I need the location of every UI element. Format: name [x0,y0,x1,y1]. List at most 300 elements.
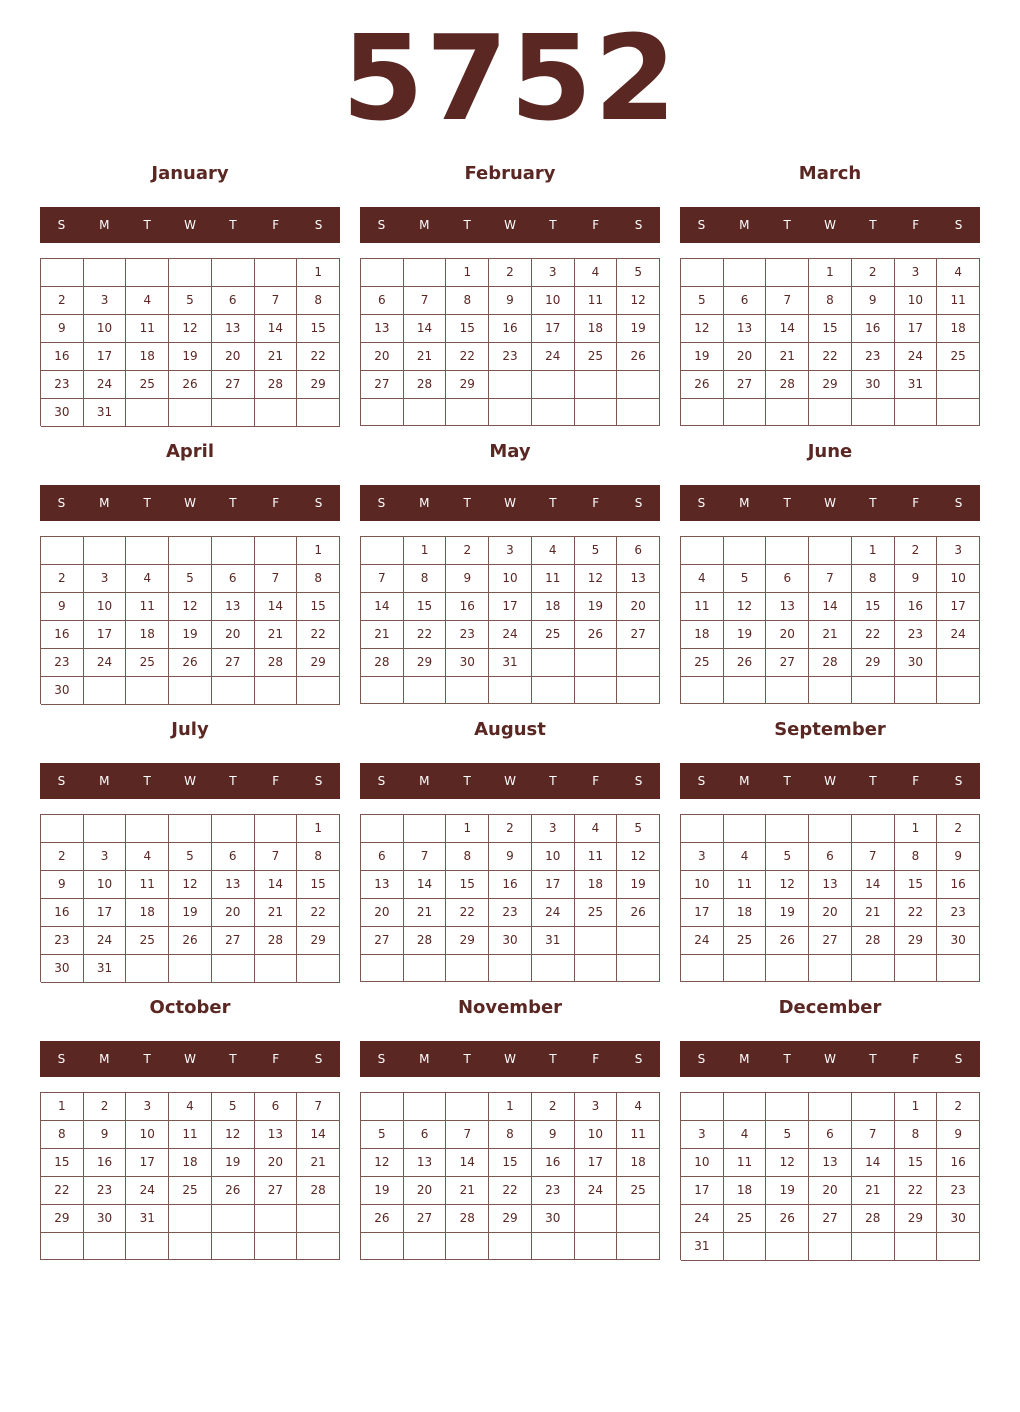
day-cell: 19 [212,1149,255,1177]
day-cell: 10 [895,287,938,315]
day-cell: 5 [169,843,212,871]
day-cell: 18 [724,899,767,927]
empty-day-cell [169,1205,212,1233]
empty-day-cell [404,1233,447,1260]
day-cell: 13 [766,593,809,621]
empty-day-cell [126,537,169,565]
day-cell: 11 [126,315,169,343]
day-cell: 16 [84,1149,127,1177]
empty-day-cell [489,371,532,399]
empty-day-cell [766,815,809,843]
empty-day-cell [297,677,340,705]
day-cell: 3 [937,537,980,565]
day-grid [680,814,980,982]
weekday-label: M [419,218,430,232]
day-cell: 13 [361,315,404,343]
day-cell: 23 [937,1177,980,1205]
weekday-label: T [463,218,471,232]
day-cell: 1 [297,537,340,565]
day-cell: 3 [489,537,532,565]
empty-day-cell [212,1205,255,1233]
day-cell: 16 [489,871,532,899]
empty-day-cell [937,399,980,426]
empty-day-cell [404,1093,447,1121]
day-cell: 22 [446,343,489,371]
day-cell: 11 [575,843,618,871]
day-cell: 22 [895,899,938,927]
weekday-label: M [419,496,430,510]
day-cell: 15 [852,593,895,621]
empty-day-cell [532,649,575,677]
weekday-label: T [783,774,791,788]
day-cell: 27 [404,1205,447,1233]
day-cell: 2 [41,565,84,593]
empty-day-cell [617,1233,660,1260]
day-cell: 20 [212,343,255,371]
day-cell: 14 [404,315,447,343]
day-cell: 16 [41,899,84,927]
day-cell: 8 [41,1121,84,1149]
weekday-label: W [504,496,516,510]
day-cell: 18 [126,621,169,649]
day-cell: 10 [937,565,980,593]
weekday-label: W [504,774,516,788]
day-cell: 2 [852,259,895,287]
weekday-header [40,763,340,799]
empty-day-cell [617,399,660,426]
empty-day-cell [255,259,298,287]
day-cell: 20 [766,621,809,649]
day-cell: 23 [937,899,980,927]
day-cell: 8 [297,565,340,593]
month-name: October [149,997,231,1018]
weekday-label: T [229,1052,237,1066]
day-cell: 20 [255,1149,298,1177]
day-cell: 24 [937,621,980,649]
day-cell: 5 [617,815,660,843]
weekday-label: S [954,218,963,232]
weekday-label: S [377,774,386,788]
weekday-label: F [592,496,600,510]
day-cell: 27 [766,649,809,677]
day-cell: 8 [446,843,489,871]
day-cell: 23 [852,343,895,371]
month-name: December [778,997,882,1018]
day-cell: 24 [84,927,127,955]
empty-day-cell [212,955,255,983]
weekday-label: S [57,496,66,510]
day-cell: 21 [766,343,809,371]
day-cell: 13 [361,871,404,899]
day-cell: 12 [169,315,212,343]
empty-day-cell [126,1233,169,1260]
day-cell: 30 [84,1205,127,1233]
weekday-label: W [824,218,836,232]
empty-day-cell [361,399,404,426]
month-name: February [464,163,556,184]
weekday-header [680,763,980,799]
day-cell: 29 [852,649,895,677]
empty-day-cell [681,1093,724,1121]
empty-day-cell [532,371,575,399]
weekday-header [360,485,660,521]
day-cell: 25 [937,343,980,371]
day-cell: 13 [724,315,767,343]
empty-day-cell [84,815,127,843]
empty-day-cell [809,955,852,982]
day-cell: 23 [532,1177,575,1205]
empty-day-cell [361,677,404,704]
day-cell: 26 [681,371,724,399]
weekday-header [680,1041,980,1077]
day-cell: 18 [724,1177,767,1205]
day-cell: 5 [361,1121,404,1149]
day-cell: 19 [169,899,212,927]
weekday-label: W [824,496,836,510]
day-cell: 10 [681,871,724,899]
day-cell: 9 [852,287,895,315]
day-grid [360,814,660,982]
empty-day-cell [617,371,660,399]
day-cell: 30 [41,399,84,427]
day-cell: 22 [297,899,340,927]
empty-day-cell [852,1093,895,1121]
day-cell: 11 [937,287,980,315]
month-name: July [171,719,209,740]
day-cell: 3 [84,843,127,871]
day-cell: 5 [766,843,809,871]
day-cell: 23 [41,371,84,399]
day-cell: 12 [766,1149,809,1177]
month-name: June [807,441,853,462]
day-cell: 1 [489,1093,532,1121]
weekday-label: W [184,218,196,232]
empty-day-cell [297,955,340,983]
day-cell: 13 [255,1121,298,1149]
day-cell: 15 [404,593,447,621]
day-cell: 19 [766,899,809,927]
day-cell: 20 [361,343,404,371]
empty-day-cell [255,1233,298,1260]
empty-day-cell [446,955,489,982]
day-cell: 1 [404,537,447,565]
day-cell: 25 [724,1205,767,1233]
day-cell: 6 [212,287,255,315]
day-cell: 4 [532,537,575,565]
empty-day-cell [937,649,980,677]
empty-day-cell [724,399,767,426]
day-cell: 8 [895,1121,938,1149]
day-cell: 24 [895,343,938,371]
day-cell: 17 [937,593,980,621]
empty-day-cell [681,399,724,426]
empty-day-cell [852,399,895,426]
day-cell: 10 [575,1121,618,1149]
day-cell: 8 [852,565,895,593]
weekday-label: T [463,496,471,510]
empty-day-cell [255,399,298,427]
day-cell: 14 [809,593,852,621]
day-cell: 28 [766,371,809,399]
day-grid [680,1092,980,1260]
empty-day-cell [575,1233,618,1260]
empty-day-cell [404,259,447,287]
day-cell: 23 [489,899,532,927]
empty-day-cell [532,1233,575,1260]
weekday-label: T [869,496,877,510]
day-cell: 6 [809,843,852,871]
day-cell: 2 [84,1093,127,1121]
day-cell: 3 [126,1093,169,1121]
day-cell: 11 [724,1149,767,1177]
day-cell: 15 [446,315,489,343]
day-cell: 26 [724,649,767,677]
empty-day-cell [575,371,618,399]
day-cell: 2 [489,259,532,287]
day-cell: 8 [895,843,938,871]
empty-day-cell [169,677,212,705]
day-cell: 8 [404,565,447,593]
day-cell: 1 [41,1093,84,1121]
empty-day-cell [852,815,895,843]
weekday-label: M [419,1052,430,1066]
empty-day-cell [212,259,255,287]
day-cell: 5 [575,537,618,565]
empty-day-cell [212,677,255,705]
day-cell: 27 [617,621,660,649]
day-cell: 23 [489,343,532,371]
day-cell: 5 [169,565,212,593]
day-cell: 26 [766,1205,809,1233]
day-cell: 7 [361,565,404,593]
empty-day-cell [84,677,127,705]
day-cell: 27 [361,927,404,955]
day-cell: 26 [361,1205,404,1233]
day-cell: 16 [41,343,84,371]
day-cell: 15 [41,1149,84,1177]
day-cell: 9 [489,843,532,871]
day-cell: 11 [532,565,575,593]
day-cell: 3 [84,565,127,593]
day-cell: 26 [169,927,212,955]
weekday-label: W [504,218,516,232]
day-cell: 10 [126,1121,169,1149]
empty-day-cell [255,677,298,705]
empty-day-cell [617,649,660,677]
empty-day-cell [84,259,127,287]
day-cell: 4 [575,259,618,287]
weekday-label: S [954,1052,963,1066]
day-cell: 26 [766,927,809,955]
day-cell: 11 [724,871,767,899]
day-cell: 29 [489,1205,532,1233]
day-cell: 7 [446,1121,489,1149]
day-cell: 26 [617,899,660,927]
day-cell: 4 [617,1093,660,1121]
empty-day-cell [852,677,895,704]
day-cell: 16 [446,593,489,621]
day-cell: 11 [126,871,169,899]
day-cell: 11 [681,593,724,621]
day-cell: 13 [809,1149,852,1177]
weekday-label: T [869,774,877,788]
day-cell: 31 [84,955,127,983]
empty-day-cell [766,1233,809,1261]
empty-day-cell [809,399,852,426]
day-cell: 29 [895,927,938,955]
empty-day-cell [937,955,980,982]
day-cell: 19 [766,1177,809,1205]
weekday-label: M [99,496,110,510]
day-cell: 29 [297,927,340,955]
weekday-label: S [697,774,706,788]
day-cell: 13 [212,593,255,621]
day-cell: 4 [724,843,767,871]
day-cell: 3 [895,259,938,287]
day-cell: 17 [126,1149,169,1177]
day-cell: 1 [297,815,340,843]
empty-day-cell [809,1233,852,1261]
weekday-label: T [143,218,151,232]
day-cell: 7 [297,1093,340,1121]
day-cell: 27 [809,1205,852,1233]
day-cell: 28 [255,649,298,677]
weekday-label: T [783,1052,791,1066]
day-cell: 4 [126,843,169,871]
empty-day-cell [361,537,404,565]
empty-day-cell [809,537,852,565]
weekday-label: S [314,496,323,510]
day-cell: 9 [895,565,938,593]
empty-day-cell [255,1205,298,1233]
day-cell: 13 [809,871,852,899]
day-cell: 20 [617,593,660,621]
day-cell: 3 [575,1093,618,1121]
weekday-label: F [272,496,280,510]
weekday-label: S [57,1052,66,1066]
empty-day-cell [297,1233,340,1260]
day-cell: 29 [809,371,852,399]
empty-day-cell [84,537,127,565]
empty-day-cell [724,537,767,565]
day-cell: 9 [41,593,84,621]
weekday-label: W [184,1052,196,1066]
day-cell: 17 [532,871,575,899]
empty-day-cell [169,1233,212,1260]
day-cell: 4 [126,287,169,315]
weekday-label: S [314,774,323,788]
day-cell: 22 [895,1177,938,1205]
weekday-header [680,485,980,521]
weekday-label: M [99,218,110,232]
weekday-label: M [99,774,110,788]
day-cell: 12 [766,871,809,899]
empty-day-cell [895,399,938,426]
day-cell: 9 [489,287,532,315]
day-cell: 31 [126,1205,169,1233]
month-name: March [798,163,862,184]
day-cell: 29 [297,649,340,677]
day-cell: 2 [937,815,980,843]
day-cell: 31 [532,927,575,955]
empty-day-cell [532,399,575,426]
day-cell: 31 [681,1233,724,1261]
day-cell: 20 [724,343,767,371]
empty-day-cell [937,371,980,399]
empty-day-cell [404,815,447,843]
empty-day-cell [809,815,852,843]
day-cell: 22 [852,621,895,649]
day-cell: 12 [617,287,660,315]
empty-day-cell [41,815,84,843]
weekday-label: F [272,774,280,788]
weekday-label: F [912,218,920,232]
day-cell: 24 [681,1205,724,1233]
day-cell: 27 [255,1177,298,1205]
day-cell: 5 [681,287,724,315]
day-cell: 6 [724,287,767,315]
day-cell: 10 [489,565,532,593]
day-cell: 6 [404,1121,447,1149]
day-cell: 25 [575,343,618,371]
day-cell: 23 [41,649,84,677]
day-cell: 27 [212,371,255,399]
day-cell: 2 [489,815,532,843]
day-cell: 4 [937,259,980,287]
day-cell: 26 [212,1177,255,1205]
day-cell: 17 [681,1177,724,1205]
day-cell: 20 [212,621,255,649]
empty-day-cell [255,815,298,843]
day-cell: 6 [212,843,255,871]
empty-day-cell [126,955,169,983]
day-cell: 6 [361,287,404,315]
day-cell: 17 [489,593,532,621]
day-cell: 24 [84,371,127,399]
day-cell: 9 [532,1121,575,1149]
day-cell: 25 [724,927,767,955]
empty-day-cell [575,677,618,704]
weekday-label: S [697,1052,706,1066]
day-cell: 30 [41,677,84,705]
day-cell: 10 [681,1149,724,1177]
day-cell: 26 [169,649,212,677]
day-cell: 29 [404,649,447,677]
day-cell: 30 [937,927,980,955]
day-cell: 9 [446,565,489,593]
weekday-label: M [739,1052,750,1066]
day-cell: 7 [404,287,447,315]
day-cell: 9 [41,871,84,899]
empty-day-cell [361,815,404,843]
day-cell: 30 [895,649,938,677]
day-cell: 10 [532,287,575,315]
empty-day-cell [852,955,895,982]
day-grid [40,536,340,704]
day-cell: 10 [532,843,575,871]
day-cell: 2 [532,1093,575,1121]
day-cell: 30 [532,1205,575,1233]
day-cell: 18 [617,1149,660,1177]
weekday-label: S [954,496,963,510]
day-cell: 15 [297,871,340,899]
day-cell: 12 [575,565,618,593]
weekday-label: T [549,774,557,788]
day-cell: 17 [84,621,127,649]
day-cell: 19 [361,1177,404,1205]
day-cell: 25 [617,1177,660,1205]
day-cell: 21 [809,621,852,649]
